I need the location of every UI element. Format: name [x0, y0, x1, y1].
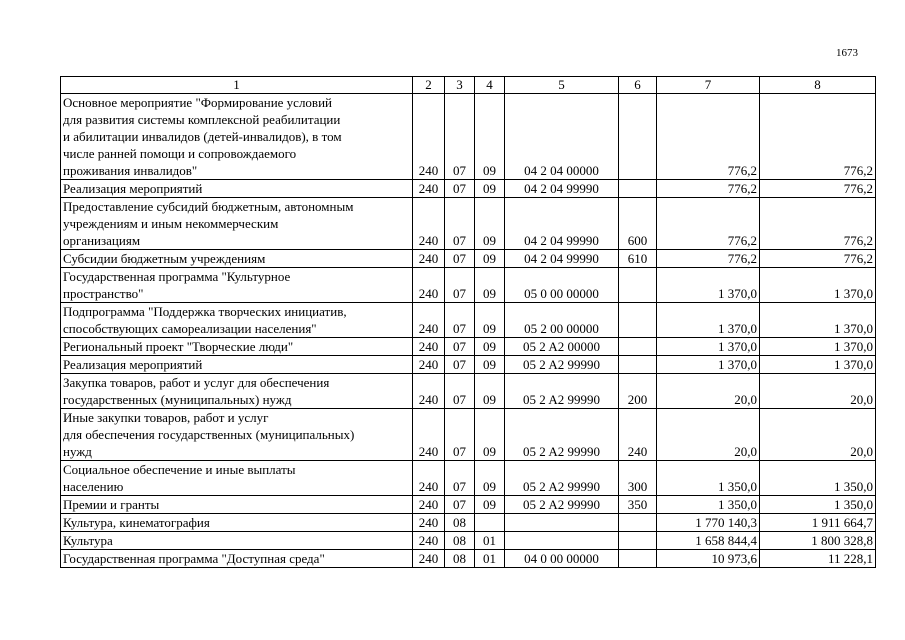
- row-target-article-cell: 05 0 00 00000: [505, 268, 619, 303]
- row-expense-type-cell: 240: [619, 409, 657, 461]
- table-row: [61, 514, 876, 532]
- row-grbs-cell: 240: [413, 338, 445, 356]
- row-subsection-cell: 01: [475, 532, 505, 550]
- table-row: [61, 532, 876, 550]
- row-subsection-cell: 09: [475, 180, 505, 198]
- budget-table: [60, 76, 876, 568]
- row-amount-year2-cell: 776,2: [760, 180, 876, 198]
- row-target-article-cell: 04 2 04 99990: [505, 180, 619, 198]
- row-target-article-cell: 04 2 04 00000: [505, 94, 619, 180]
- row-expense-type-cell: [619, 268, 657, 303]
- row-expense-type-cell: [619, 356, 657, 374]
- row-grbs-cell: 240: [413, 550, 445, 568]
- row-amount-year1-cell: 10 973,6: [657, 550, 760, 568]
- row-name-cell: Реализация мероприятий: [61, 180, 413, 198]
- row-target-article-cell: 05 2 A2 00000: [505, 338, 619, 356]
- row-subsection-cell: [475, 514, 505, 532]
- row-subsection-cell: 09: [475, 250, 505, 268]
- row-amount-year2-cell: 20,0: [760, 374, 876, 409]
- row-target-article-cell: 05 2 A2 99990: [505, 374, 619, 409]
- row-section-cell: 07: [445, 180, 475, 198]
- column-header: 5: [505, 77, 619, 94]
- row-subsection-cell: 09: [475, 198, 505, 250]
- row-target-article-cell: 05 2 A2 99990: [505, 356, 619, 374]
- table-row: [61, 409, 876, 461]
- row-name-cell: Предоставление субсидий бюджетным, автономным учреждениям и иным некоммерческим организациям: [61, 198, 413, 250]
- row-subsection-cell: 09: [475, 94, 505, 180]
- table-body: [61, 94, 876, 568]
- column-header: 2: [413, 77, 445, 94]
- row-amount-year2-cell: 20,0: [760, 409, 876, 461]
- table-row: [61, 356, 876, 374]
- table-row: [61, 250, 876, 268]
- row-subsection-cell: 09: [475, 268, 505, 303]
- row-amount-year2-cell: 776,2: [760, 94, 876, 180]
- row-amount-year1-cell: 20,0: [657, 374, 760, 409]
- row-expense-type-cell: 200: [619, 374, 657, 409]
- row-amount-year2-cell: 1 370,0: [760, 356, 876, 374]
- row-grbs-cell: 240: [413, 250, 445, 268]
- row-name-cell: Подпрограмма "Поддержка творческих инициатив, способствующих самореализации населения": [61, 303, 413, 338]
- row-grbs-cell: 240: [413, 180, 445, 198]
- row-amount-year2-cell: 1 350,0: [760, 461, 876, 496]
- row-amount-year1-cell: 776,2: [657, 94, 760, 180]
- row-amount-year2-cell: 11 228,1: [760, 550, 876, 568]
- row-name-cell: Региональный проект "Творческие люди": [61, 338, 413, 356]
- row-name-cell: Иные закупки товаров, работ и услуг для обеспечения государственных (муниципальных) нужд: [61, 409, 413, 461]
- row-section-cell: 07: [445, 198, 475, 250]
- row-subsection-cell: 09: [475, 496, 505, 514]
- table-row: [61, 550, 876, 568]
- table-header-row: [61, 77, 876, 94]
- row-section-cell: 07: [445, 409, 475, 461]
- row-amount-year2-cell: 1 370,0: [760, 268, 876, 303]
- row-grbs-cell: 240: [413, 374, 445, 409]
- row-target-article-cell: 04 2 04 99990: [505, 198, 619, 250]
- table-row: [61, 198, 876, 250]
- column-header: 6: [619, 77, 657, 94]
- column-header: 4: [475, 77, 505, 94]
- row-expense-type-cell: [619, 532, 657, 550]
- row-subsection-cell: 09: [475, 303, 505, 338]
- row-section-cell: 08: [445, 550, 475, 568]
- row-section-cell: 07: [445, 303, 475, 338]
- row-expense-type-cell: 600: [619, 198, 657, 250]
- column-header: 7: [657, 77, 760, 94]
- row-target-article-cell: 05 2 A2 99990: [505, 461, 619, 496]
- row-section-cell: 07: [445, 374, 475, 409]
- row-target-article-cell: 05 2 A2 99990: [505, 409, 619, 461]
- row-amount-year2-cell: 776,2: [760, 250, 876, 268]
- table-row: [61, 374, 876, 409]
- table-row: [61, 461, 876, 496]
- row-name-cell: Социальное обеспечение и иные выплаты населению: [61, 461, 413, 496]
- row-amount-year1-cell: 1 370,0: [657, 338, 760, 356]
- row-grbs-cell: 240: [413, 496, 445, 514]
- row-expense-type-cell: [619, 94, 657, 180]
- row-grbs-cell: 240: [413, 303, 445, 338]
- column-header: 3: [445, 77, 475, 94]
- column-header: 1: [61, 77, 413, 94]
- row-expense-type-cell: [619, 338, 657, 356]
- row-grbs-cell: 240: [413, 461, 445, 496]
- row-amount-year2-cell: 1 370,0: [760, 303, 876, 338]
- row-expense-type-cell: [619, 550, 657, 568]
- row-name-cell: Культура, кинематография: [61, 514, 413, 532]
- row-section-cell: 07: [445, 356, 475, 374]
- row-target-article-cell: 04 2 04 99990: [505, 250, 619, 268]
- row-grbs-cell: 240: [413, 94, 445, 180]
- table-row: [61, 268, 876, 303]
- row-subsection-cell: 09: [475, 409, 505, 461]
- row-name-cell: Основное мероприятие "Формирование условий для развития системы комплексной реабилитации и абилитации инвалидов (детей-инвалидов), в том числе ранней помощи и сопровождаемого проживания инвалидов": [61, 94, 413, 180]
- row-name-cell: Закупка товаров, работ и услуг для обеспечения государственных (муниципальных) нужд: [61, 374, 413, 409]
- row-expense-type-cell: 350: [619, 496, 657, 514]
- row-target-article-cell: 05 2 A2 99990: [505, 496, 619, 514]
- row-section-cell: 07: [445, 461, 475, 496]
- row-section-cell: 07: [445, 250, 475, 268]
- row-amount-year1-cell: 1 370,0: [657, 268, 760, 303]
- table-row: [61, 303, 876, 338]
- row-amount-year2-cell: 1 370,0: [760, 338, 876, 356]
- row-subsection-cell: 01: [475, 550, 505, 568]
- row-expense-type-cell: 300: [619, 461, 657, 496]
- row-name-cell: Субсидии бюджетным учреждениям: [61, 250, 413, 268]
- row-amount-year1-cell: 1 370,0: [657, 303, 760, 338]
- table-row: [61, 496, 876, 514]
- row-section-cell: 07: [445, 496, 475, 514]
- row-name-cell: Реализация мероприятий: [61, 356, 413, 374]
- row-amount-year1-cell: 20,0: [657, 409, 760, 461]
- row-name-cell: Культура: [61, 532, 413, 550]
- row-expense-type-cell: 610: [619, 250, 657, 268]
- row-section-cell: 07: [445, 338, 475, 356]
- table-row: [61, 338, 876, 356]
- row-subsection-cell: 09: [475, 461, 505, 496]
- row-grbs-cell: 240: [413, 268, 445, 303]
- row-amount-year1-cell: 1 770 140,3: [657, 514, 760, 532]
- row-amount-year1-cell: 1 658 844,4: [657, 532, 760, 550]
- table-row: [61, 94, 876, 180]
- row-amount-year1-cell: 1 370,0: [657, 356, 760, 374]
- row-amount-year1-cell: 776,2: [657, 198, 760, 250]
- row-section-cell: 07: [445, 94, 475, 180]
- row-target-article-cell: [505, 514, 619, 532]
- row-amount-year1-cell: 1 350,0: [657, 496, 760, 514]
- row-target-article-cell: 05 2 00 00000: [505, 303, 619, 338]
- row-subsection-cell: 09: [475, 356, 505, 374]
- row-name-cell: Государственная программа "Доступная среда": [61, 550, 413, 568]
- page-number: 1673: [836, 47, 858, 59]
- row-expense-type-cell: [619, 303, 657, 338]
- row-section-cell: 08: [445, 514, 475, 532]
- row-amount-year2-cell: 1 911 664,7: [760, 514, 876, 532]
- row-expense-type-cell: [619, 180, 657, 198]
- row-section-cell: 07: [445, 268, 475, 303]
- table-row: [61, 180, 876, 198]
- row-subsection-cell: 09: [475, 338, 505, 356]
- row-target-article-cell: 04 0 00 00000: [505, 550, 619, 568]
- column-header: 8: [760, 77, 876, 94]
- row-amount-year1-cell: 1 350,0: [657, 461, 760, 496]
- row-amount-year2-cell: 776,2: [760, 198, 876, 250]
- row-grbs-cell: 240: [413, 514, 445, 532]
- row-grbs-cell: 240: [413, 409, 445, 461]
- row-name-cell: Государственная программа "Культурное пространство": [61, 268, 413, 303]
- row-amount-year2-cell: 1 350,0: [760, 496, 876, 514]
- row-amount-year2-cell: 1 800 328,8: [760, 532, 876, 550]
- row-grbs-cell: 240: [413, 356, 445, 374]
- row-expense-type-cell: [619, 514, 657, 532]
- row-amount-year1-cell: 776,2: [657, 180, 760, 198]
- row-grbs-cell: 240: [413, 198, 445, 250]
- row-target-article-cell: [505, 532, 619, 550]
- row-amount-year1-cell: 776,2: [657, 250, 760, 268]
- row-subsection-cell: 09: [475, 374, 505, 409]
- row-grbs-cell: 240: [413, 532, 445, 550]
- row-section-cell: 08: [445, 532, 475, 550]
- row-name-cell: Премии и гранты: [61, 496, 413, 514]
